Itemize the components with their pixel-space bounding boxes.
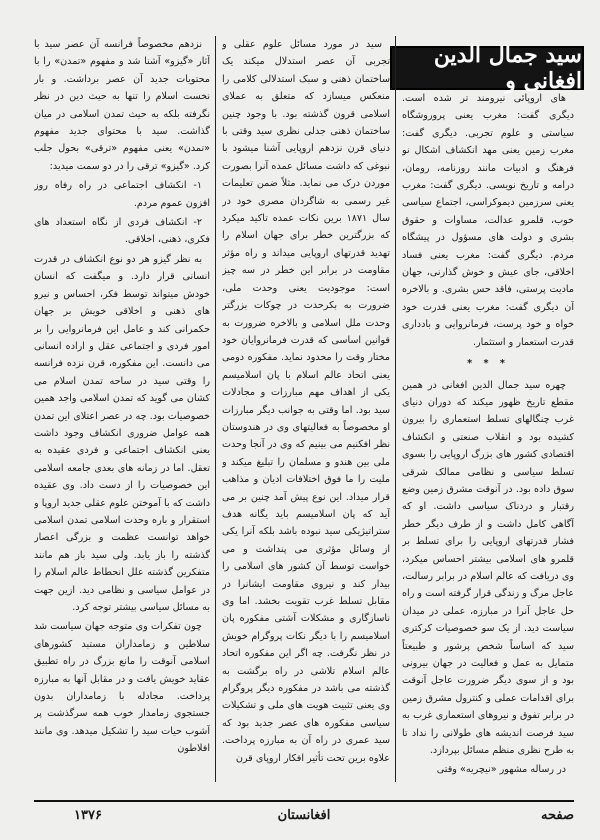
list-item: ۲- انکشاف فردی از نگاه استعداد های فکری، ذهنی، اخلاقی.	[34, 217, 210, 246]
column-middle	[222, 36, 390, 782]
paragraph: چهره سید جمال الدین افغانی در همین مقطع تاریخ ظهور میکند که دوران دنیای غرب چنگالهای تسلط استعماری را بیرون کشیده بود و انقلاب صنعتی و انکشاف اقتصادی کشور های بزرگ اروپایی را بسوی تسلط سیاسی و نظامی ممالک شرقی سوق داده بود. در آنوقت مشرق زمین وضع رقتبار و دردناک سیاسی داشت. او که آگاهی کامل داشت و از طرف دیگر خطر فشار قدرتهای اروپایی را برای تسلط بر قلمرو های اسلامی بیشتر احساس میکرد، وی دریافت که عالم اسلام در برابر رسالت، عاجل مرگ و زندگی قرار گرفته است و راه حل عاجل آنرا در مبارزه، عملی در میدان سیاست دید. از یک سو خصوصیات کرکتری سید که اساساً شخص پرشور و طبیعتاً متمایل به عمل و فعالیت در جهان بیرونی بود و از سوی دیگر ضرورت عاجل آنوقت برای اقدامات عملی و کنترول مشرق زمین در برابر تفوق و نیروهای استعماری غرب به سید فرصت انديشه های طولانی را نداد تا به طرح نظری منظم مسائل بپردازد.	[402, 379, 574, 757]
paragraph: نزدهم مخصوصاً فرانسه آن عصر سید با آثار «گیزو» آشنا شد و مفهوم «تمدن» را با محتویات جدید آن عصر برداشت. و بار نخست اسلام را تنها به حیث دین در نظر نگرفته بلکه به حیث تمدن اسلامی در میان گذاشت. سید با محتوای جدید مفهوم «تمدن» یعنی مفهوم «ترقی» بحول جلب کرد. «گیزو» ترقی را در دو سمت میدید:	[34, 39, 210, 172]
paragraph: به نظر گیزو هر دو نوع انکشاف در قدرت انسانی قرار دارد. و میگفت که انسان خودش میتواند توسط فکر، احساس و نیرو های ذهنی و اخلاقی خویش بر جهان حکمرانی کند و عامل این فرمانروایی را بر امور فردی و اجتماعی عقل و اراده انسانی می دانست. این مفکوره، قرن نزده فرانسه را وقتی سید در ساحه تمدن اسلام می کشان می گوید که تمدن اسلامی واجد همین خصوصیات بود. چه در عصر اعتلای این تمدن همه عوامل ضروری انکشاف وجود داشت یعنی انکشاف اجتماعی و فردی عقیده به تعقل. اما در زمانه های بعدی جامعه اسلامی این خصوصیات را از دست داد. وی عقیده داشت که با آموختن علوم عقلی جدید اروپا و استقرار و باره وحدت اسلامی تمدن اسلامی خواهد توانست عظمت و بزرگی اعصار گذشته را باز یابد. ولی سید باز هم مانند متفکرین گذشته علل انحطاط عالم اسلام را در عوامل سیاسی و نظامی دید. ازین جهت به مسائل سیاسی بیشتر توجه کرد.	[34, 253, 210, 613]
article-page	[34, 36, 582, 796]
column-right	[402, 90, 574, 782]
paragraph: سید در مورد مسائل علوم عقلی و تجربی آن عصر استدلال میکند یک ساختمان ذهنی و سبک استدلالی کلامی را منعکس میسازد که متعلق به عملای اسلامی قرون گذشته بود. با وجود چنین ساختمان ذهنی جدلی نظری سید وقتی با دنیای قرن نزدهم اروپایی آشنا میشود با نبوغی که داشت مسائل عمده آنرا بصورت موردن درک می نماید. مثلاً ضمن تعلیمات غیر رسمی به شاگردان مصری خود در سال ۱۸۷۱ برین نکات عمده تاکید میکرد که بزرگترین خطر برای جهان اسلام را تهدید قدرتهای اروپایی میداند و راه مؤثر مقاومت در برابر این خطر در سه چیز است: موجودیت یعنی وحدت ملی، ضرورت به بکرحدت در چوکات بزرگتر وحدت ملل اسلامی و بالاخره ضرورت به قوانین اساسی که قدرت فرمانروایان خود مختار وقت را محدود نماید. مفکوره دومی یعنی اتحاد عالم اسلام با پان اسلامیسم یکی از اهداف مهم مبارزات و مجادلات سید بود. اما وقتی به جوانب دیگر مبارزات او مخصوصاً به فعالیتهای وی در هندوستان نظر افکنیم می بینیم که وی در آنجا وحدت ملی بین هندو و مسلمان را تبلیغ میکند و ملیت را ما فوق اختلافات ادیان و مذاهب قرار میداد. این نوع پیش آمد چنین بر می آید که پان اسلامیسم باید یگانه هدف ستراتیژیکی سید نبوده باشد بلکه آنرا یکی از وسائل مؤثری می پنداشت و می خواست توسط آن کشور های اسلامی را بیدار کند و نیروی مقاومت ایشانرا در مقابل تسلط غرب تقویت بخشد. اما وی ناسازگاری و مشکلات آشتی مفکوره پان اسلامیسم را با دیگر نکات پروگرام خویش در نظر نگرفت. چه اگر این مفکوره اتحاد عالم اسلام تلاشی در راه برگشت به گذشته می باشد در مفکوره دیگر پروگرام وی یعنی تثبیت هویت های ملی و تشکیلات سیاسی مفکوره های عصر جدید بود که سید عمری در راه آن به مبارزه پرداخت. علاوه برین تحت تأثیر افکار اروپای قرن	[222, 39, 390, 764]
paragraph: در رساله مشهور «نیچریه» وقتی	[436, 764, 566, 776]
page-label: صفحه	[541, 808, 574, 823]
issue-year: ۱۳۷۶	[74, 808, 102, 823]
list-item: ۱- انکشاف اجتماعی در راه رفاه روز افزون عموم مردم.	[34, 180, 210, 209]
magazine-name: افغانستان	[277, 808, 331, 823]
column-divider	[395, 36, 396, 782]
page-footer	[34, 800, 574, 832]
article-title: سید جمال الدین افغانی و	[390, 46, 584, 90]
column-divider	[215, 36, 216, 782]
column-left	[34, 36, 210, 782]
section-separator: * * *	[467, 358, 509, 370]
paragraph: های اروپائی نیرومند تر شده است. دیگری گفت: مغرب یعنی پروروشگاه سیاستی و علوم تجربی. دیگری گفت: مغرب زمین یعنی مهد انکشاف اشکال نو فرهنگ و ادبیات مانند روزنامه، رومان، درامه و تاریخ نویسی. دیگری گفت: مغرب یعنی سرزمین دیموکراسی، اجتماع سیاسی خوب، قلمرو عدالت، مساوات و حقوق بشری و دولت های مسؤول در پیشگاه مردم. دیگری گفت: مغرب یعنی فساد اخلاقی، جای عیش و خوش گذارنی، جهان مادیت پرستی، فاقد حس بشری. و بالاخره آن دیگری گفت: مغرب یعنی قدرت خود خواه و خود پرست، فرمانروایی و بادداری قدرت استعمار و استثمار.	[402, 93, 574, 348]
paragraph: چون تفکرات وی متوجه جهان سیاست شد سلاطین و زمامداران مستبد کشورهای اسلامی آنوقت را مانع بزرگ در راه تطبیق عقاید خویش یافت و در مقابل آنها به مبارزه پرداخت. مجادله با زمامداران بدون جستجوی زمامدار خوب همه سرگذشت پر آشوب حیات سید را تشکیل میدهد. وی مانند افلاطون	[34, 621, 210, 755]
